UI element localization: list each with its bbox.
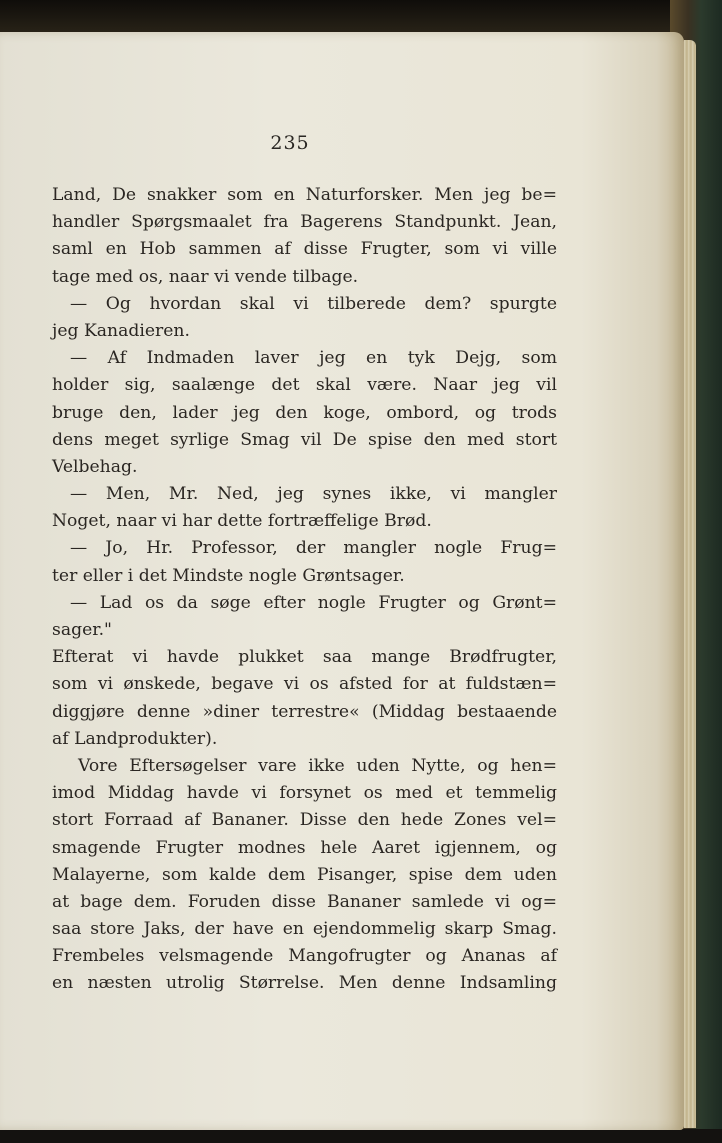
text-line: at bage dem. Foruden disse Bananer samlede vi og= [52, 891, 557, 912]
page-number: 235 [270, 132, 310, 154]
text-line: — Og hvordan skal vi tilberede dem? spurgte [70, 293, 557, 314]
text-line: ter eller i det Mindste nogle Grøntsager. [52, 565, 405, 586]
text-line: en næsten utrolig Størrelse. Men denne Indsamling [52, 973, 557, 994]
text-line: stort Forraad af Bananer. Disse den hede Zones vel= [52, 810, 557, 831]
text-line: Land, De snakker som en Naturforsker. Men jeg be= [52, 185, 557, 205]
book-cover-bottom [0, 1129, 722, 1143]
text-line: saml en Hob sammen af disse Frugter, som vi ville [52, 239, 557, 260]
page-stack-edge [684, 40, 696, 1128]
text-line: tage med os, naar vi vende tilbage. [52, 266, 359, 287]
text-line: bruge den, lader jeg den koge, ombord, og trods [52, 402, 557, 423]
text-line: som vi ønskede, begave vi os afsted for at fuldstæn= [52, 674, 557, 695]
text-line: Vore Eftersøgelser vare ikke uden Nytte, og hen= [78, 755, 557, 776]
text-line: smagende Frugter modnes hele Aaret igjennem, og [52, 837, 557, 858]
text-line: Noget, naar vi har dette fortræffelige Brød. [52, 511, 432, 532]
text-line: — Jo, Hr. Professor, der mangler nogle Frug= [70, 538, 557, 559]
text-line: holder sig, saalænge det skal være. Naar jeg vil [52, 375, 557, 396]
text-line: Frembeles velsmagende Mangofrugter og Ananas af [52, 946, 557, 967]
text-line: sager." [52, 620, 112, 640]
text-line: handler Spørgsmaalet fra Bagerens Standpunkt. Jean, [52, 212, 557, 233]
book-cover-top [0, 0, 722, 36]
text-line: — Lad os da søge efter nogle Frugter og Grønt= [70, 592, 557, 613]
text-line: — Af Indmaden laver jeg en tyk Dejg, som [70, 348, 557, 369]
text-line: Malayerne, som kalde dem Pisanger, spise dem uden [52, 864, 557, 885]
text-line: dens meget syrlige Smag vil De spise den med stort [52, 429, 557, 450]
text-line: Velbehag. [52, 456, 138, 477]
text-line: af Landprodukter). [52, 728, 218, 749]
book-page [0, 32, 684, 1130]
text-line: diggjøre denne »diner terrestre« (Middag bestaaende [52, 701, 557, 722]
text-line: imod Middag havde vi forsynet os med et temmelig [52, 783, 557, 804]
text-line: saa store Jaks, der have en ejendommelig skarp Smag. [52, 919, 557, 940]
text-line: jeg Kanadieren. [52, 320, 190, 341]
page-text [52, 182, 557, 998]
text-line: — Men, Mr. Ned, jeg synes ikke, vi mangler [70, 484, 557, 505]
text-line: Efterat vi havde plukket saa mange Brødfrugter, [52, 647, 557, 668]
